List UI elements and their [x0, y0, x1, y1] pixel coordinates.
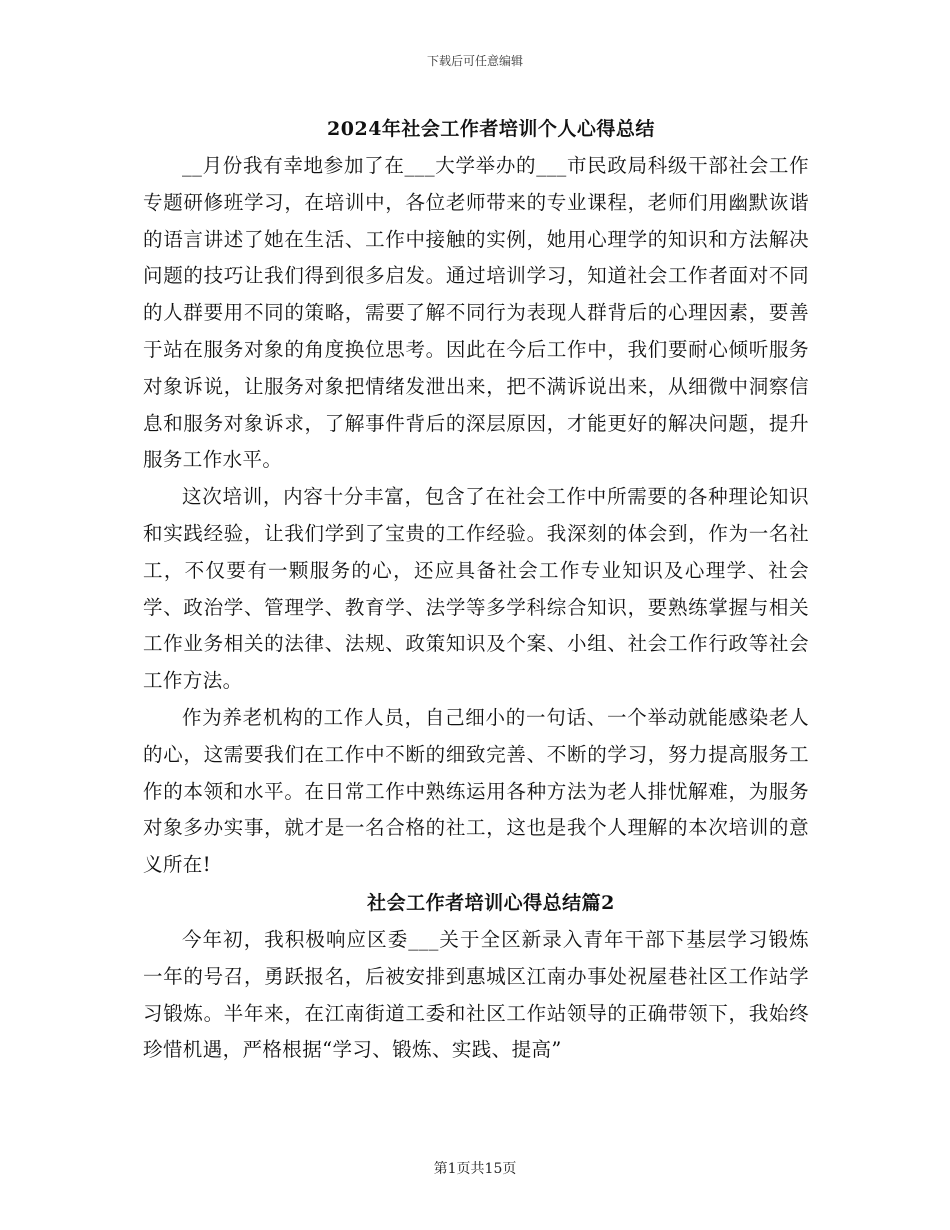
- page-header-note: 下载后可任意编辑: [426, 54, 523, 68]
- paragraph-3: 作为养老机构的工作人员，自己细小的一句话、一个举动就能感染老人的心，这需要我们在工作中不断的细致完善、不断的学习，努力提高服务工作的本领和水平。在日常工作中熟练运用各种方法为老人排忧解难，为服务对象多办实事，就才是一名合格的社工，这也是我个人理解的本次培训的意义所在!: [143, 705, 809, 877]
- document-title: 2024年社会工作者培训个人心得总结: [327, 118, 655, 140]
- paragraph-2: 这次培训，内容十分丰富，包含了在社会工作中所需要的各种理论知识和实践经验，让我们学到了宝贵的工作经验。我深刻的体会到，作为一名社工，不仅要有一颗服务的心，还应具备社会工作专业知识及心理学、社会学、政治学、管理学、教育学、法学等多学科综合知识，要熟练掌握与相关工作业务相关的法律、法规、政策知识及个案、小组、社会工作行政等社会工作方法。: [143, 485, 809, 693]
- section-2-paragraph-1: 今年初，我积极响应区委___关于全区新录入青年干部下基层学习锻炼一年的号召，勇跃报名，后被安排到惠城区江南办事处祝屋巷社区工作站学习锻炼。半年来，在江南街道工委和社区工作站领导的正确带领下，我始终珍惜机遇，严格根据“学习、锻炼、实践、提高”: [143, 927, 809, 1062]
- paragraph-1: __月份我有幸地参加了在___大学举办的___市民政局科级干部社会工作专题研修班学习，在培训中，各位老师带来的专业课程，老师们用幽默诙谐的语言讲述了她在生活、工作中接触的实例，她用心理学的知识和方法解决问题的技巧让我们得到很多启发。通过培训学习，知道社会工作者面对不同的人群要用不同的策略，需要了解不同行为表现人群背后的心理因素，要善于站在服务对象的角度换位思考。因此在今后工作中，我们要耐心倾听服务对象诉说，让服务对象把情绪发泄出来，把不满诉说出来，从细微中洞察信息和服务对象诉求，了解事件背后的深层原因，才能更好的解决问题，提升服务工作水平。: [143, 154, 809, 472]
- document-body: [143, 110, 809, 1069]
- section-2-title: 社会工作者培训心得总结篇2: [367, 891, 615, 914]
- page-number: 第1页共15页: [433, 1161, 517, 1177]
